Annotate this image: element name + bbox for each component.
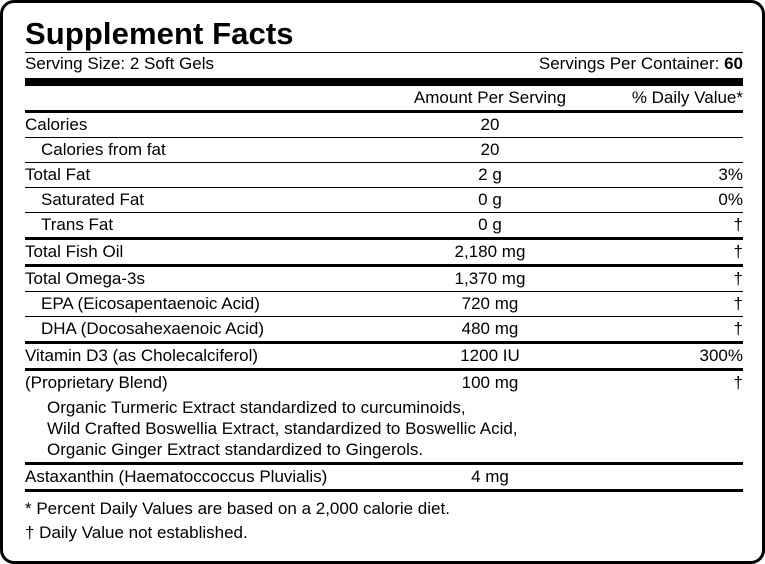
row-name: Saturated Fat xyxy=(25,188,385,213)
table-row xyxy=(25,188,743,213)
row-name: Total Fish Oil xyxy=(25,239,385,266)
servings-per-container-value: 60 xyxy=(724,54,743,73)
row-name: Calories xyxy=(25,112,385,138)
row-dv: † xyxy=(595,317,743,343)
divider-thick-top xyxy=(25,78,743,86)
astaxanthin-table xyxy=(25,465,743,492)
header-blank xyxy=(25,86,385,112)
supplement-facts-inner xyxy=(25,13,743,545)
row-name: Total Fat xyxy=(25,163,385,188)
row-dv: † xyxy=(595,292,743,317)
row-amount: 0 g xyxy=(385,188,595,213)
blend-line: Organic Ginger Extract standardized to Gingerols. xyxy=(47,440,424,459)
table-row xyxy=(25,138,743,163)
row-name: EPA (Eicosapentaenoic Acid) xyxy=(25,292,385,317)
row-name: DHA (Docosahexaenoic Acid) xyxy=(25,317,385,343)
nutrition-table xyxy=(25,86,743,395)
row-name: (Proprietary Blend) xyxy=(25,373,168,392)
row-amount: 720 mg xyxy=(385,292,595,317)
header-amount-per-serving: Amount Per Serving xyxy=(385,86,595,112)
row-dv: 300% xyxy=(595,343,743,370)
table-row xyxy=(25,112,743,138)
proprietary-blend-ingredients xyxy=(25,395,743,462)
row-name: Calories from fat xyxy=(25,138,385,163)
table-row xyxy=(25,370,743,396)
footnote-dv-not-established: † Daily Value not established. xyxy=(25,523,248,542)
row-amount: 1,370 mg xyxy=(385,266,595,292)
servings-per-container xyxy=(539,53,743,75)
table-row xyxy=(25,292,743,317)
header-daily-value: % Daily Value* xyxy=(595,86,743,112)
footnotes xyxy=(25,492,743,545)
table-row xyxy=(25,465,743,491)
row-amount: 4 mg xyxy=(385,465,595,491)
blend-line: Organic Turmeric Extract standardized to curcuminoids, xyxy=(47,398,466,417)
row-dv xyxy=(595,138,743,163)
table-row xyxy=(25,213,743,239)
row-name: Vitamin D3 (as Cholecalciferol) xyxy=(25,343,385,370)
row-amount: 20 xyxy=(385,138,595,163)
blend-line: Wild Crafted Boswellia Extract, standardized to Boswellic Acid, xyxy=(47,419,518,438)
row-dv xyxy=(595,465,743,491)
table-row xyxy=(25,317,743,343)
row-name: Trans Fat xyxy=(25,213,385,239)
footnote-daily-value-basis: * Percent Daily Values are based on a 2,000 calorie diet. xyxy=(25,499,450,518)
page-title: Supplement Facts xyxy=(25,16,294,51)
table-row xyxy=(25,343,743,370)
table-row xyxy=(25,266,743,292)
row-name: Total Omega-3s xyxy=(25,266,385,292)
row-dv: † xyxy=(733,373,743,392)
row-dv: † xyxy=(595,239,743,266)
row-dv: 3% xyxy=(595,163,743,188)
table-row xyxy=(25,239,743,266)
row-amount: 2,180 mg xyxy=(385,239,595,266)
serving-info-row xyxy=(25,53,743,78)
serving-size-label: Serving Size: 2 Soft Gels xyxy=(25,54,214,73)
row-dv: † xyxy=(595,266,743,292)
row-amount: 100 mg xyxy=(461,373,519,392)
row-amount: 1200 IU xyxy=(385,343,595,370)
row-amount: 20 xyxy=(385,112,595,138)
row-amount: 480 mg xyxy=(385,317,595,343)
table-row xyxy=(25,163,743,188)
row-dv xyxy=(595,112,743,138)
row-name: Astaxanthin (Haematoccoccus Pluvialis) xyxy=(25,465,385,491)
row-amount: 2 g xyxy=(385,163,595,188)
row-dv: 0% xyxy=(595,188,743,213)
table-header-row xyxy=(25,86,743,112)
row-dv: † xyxy=(595,213,743,239)
row-amount: 0 g xyxy=(385,213,595,239)
servings-per-container-label: Servings Per Container: xyxy=(538,54,720,73)
